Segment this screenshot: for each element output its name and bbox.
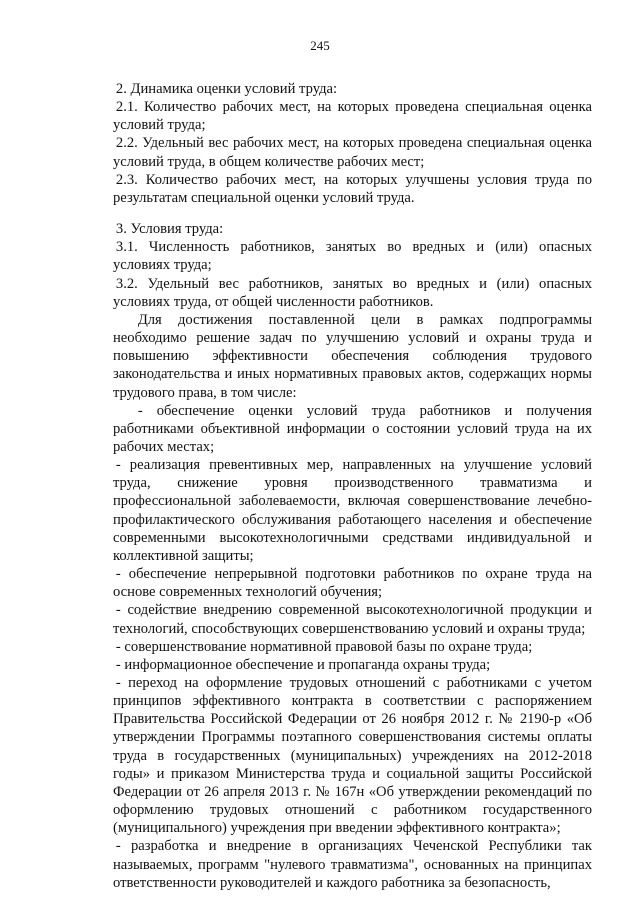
list-item-3-2: 3.2. Удельный вес работников, занятых во вредных и (или) опасных условиях труда, от общей численности работников. bbox=[113, 275, 592, 310]
bullet-contract: - переход на оформление трудовых отношений с работниками с учетом принципов эффективного контракта в соответствии с распоряжением Правительства Российской Федерации от 26 ноября 2012 г. № 2190-р «Об утверждении Программы поэтапного совершенствования системы оплаты труда в государственных (муниципальных) учреждениях на 2012-2018 годы» и приказом Министерства труда и социальной защиты Российской Федерации от 26 апреля 2013 г. № 167н «Об утверждении рекомендаций по оформлению трудовых отношений с работником государственного (муниципального) учреждения при введении эффективного контракта»; bbox=[113, 675, 592, 837]
list-item-3-1: 3.1. Численность работников, занятых во вредных и (или) опасных условиях труда; bbox=[113, 239, 592, 274]
bullet-information: - информационное обеспечение и пропаганда охраны труда; bbox=[115, 656, 491, 673]
bullet-regulations: - совершенствование нормативной правовой базы по охране труда; bbox=[115, 638, 533, 655]
page-number: 245 bbox=[310, 38, 330, 53]
paragraph-tasks-intro: Для достижения поставленной цели в рамках подпрограммы необходимо решение задач по улучшению условий и охраны труда и повышению эффективности обеспечения соблюдения трудового законодательства и иных нормативных правовых актов, содержащих нормы трудового права, в том числе: bbox=[113, 311, 592, 401]
bullet-technology: - содействие внедрению современной высокотехнологичной продукции и технологий, способствующих совершенствованию условий и охраны труда; bbox=[113, 602, 592, 637]
section-heading-conditions: 3. Условия труда: bbox=[115, 221, 224, 238]
list-item-2-2: 2.2. Удельный вес рабочих мест, на которых проведена специальная оценка условий труда, в общем количестве рабочих мест; bbox=[113, 135, 592, 170]
bullet-zero-injury: - разработка и внедрение в организациях Чеченской Республики так называемых, программ "нулевого травматизма", основанных на принципах ответственности руководителей и каждого работника за безопасность, bbox=[113, 838, 592, 891]
section-heading-dynamics: 2. Динамика оценки условий труда: bbox=[115, 81, 338, 97]
bullet-assessment: - обеспечение оценки условий труда работников и получения работниками объективной информации о состоянии условий труда на их рабочих местах; bbox=[113, 402, 592, 455]
list-item-2-1: 2.1. Количество рабочих мест, на которых проведена специальная оценка условий труда; bbox=[113, 99, 592, 134]
bullet-training: - обеспечение непрерывной подготовки работников по охране труда на основе современных технологий обучения; bbox=[113, 566, 592, 601]
document-body bbox=[113, 80, 592, 892]
bullet-preventive: - реализация превентивных мер, направленных на улучшение условий труда, снижение уровня производственного травматизма и профессиональной заболеваемости, включая совершенствование лечебно-профилактического обслуживания работающего населения и обеспечение современными высокотехнологичными средствами индивидуальной и коллективной защиты; bbox=[113, 457, 592, 564]
list-item-2-3: 2.3. Количество рабочих мест, на которых улучшены условия труда по результатам специальной оценки условий труда. bbox=[113, 171, 592, 206]
